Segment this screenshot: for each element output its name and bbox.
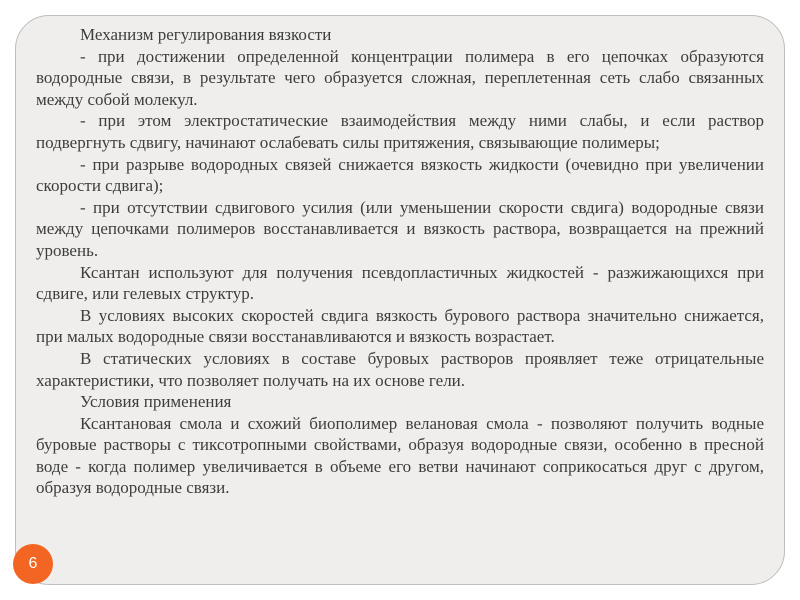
paragraph-no-shear-restore: - при отсутствии сдвигового усилия (или уменьшении скорости свдига) водородные связи между цепочками полимеров восстанавливается и вязкость раствора, возвращается на прежний уровень. <box>36 197 764 260</box>
paragraph-bonds-break: - при разрыве водородных связей снижается вязкость жидкости (очевидно при увеличении скорости сдвига); <box>36 154 764 196</box>
heading-application-conditions: Условия применения <box>80 392 232 412</box>
slide-text-body <box>36 24 764 499</box>
paragraph-high-shear: В условиях высоких скоростей свдига вязкость бурового раствора значительно снижается, при малых водородные связи восстанавливаются и вязкость возрастает. <box>36 305 764 347</box>
paragraph-hydrogen-bonds-form: - при достижении определенной концентрации полимера в его цепочках образуются водородные связи, в результате чего образуется сложная, переплетенная сеть слабо связанных между собой молекул. <box>36 46 764 109</box>
heading-viscosity-mechanism: Механизм регулирования вязкости <box>80 25 332 44</box>
paragraph-electrostatic-weak: - при этом электростатические взаимодействия между ними слабы, и если раствор подвергнуть сдвигу, начинают ослабевать силы притяжения, связывающие полимеры; <box>36 111 764 152</box>
page-number-badge: 6 <box>13 544 53 584</box>
paragraph-xanthan-welan: Ксантановая смола и схожий биополимер велановая смола - позволяют получить водные буровые растворы с тиксотропными свойствами, образуя водородные связи, особенно в пресной воде - когда полимер увеличивается в объеме его ветви начинают соприкосаться друг с другом, образуя водородные связи. <box>36 413 764 498</box>
paragraph-xanthan-use: Ксантан используют для получения псевдопластичных жидкостей - разжижающихся при сдвиге, или гелевых структур. <box>36 262 764 304</box>
paragraph-static-conditions: В статических условиях в составе буровых растворов проявляет теже отрицательные характеристики, что позволяет получать на их основе гели. <box>36 348 764 390</box>
